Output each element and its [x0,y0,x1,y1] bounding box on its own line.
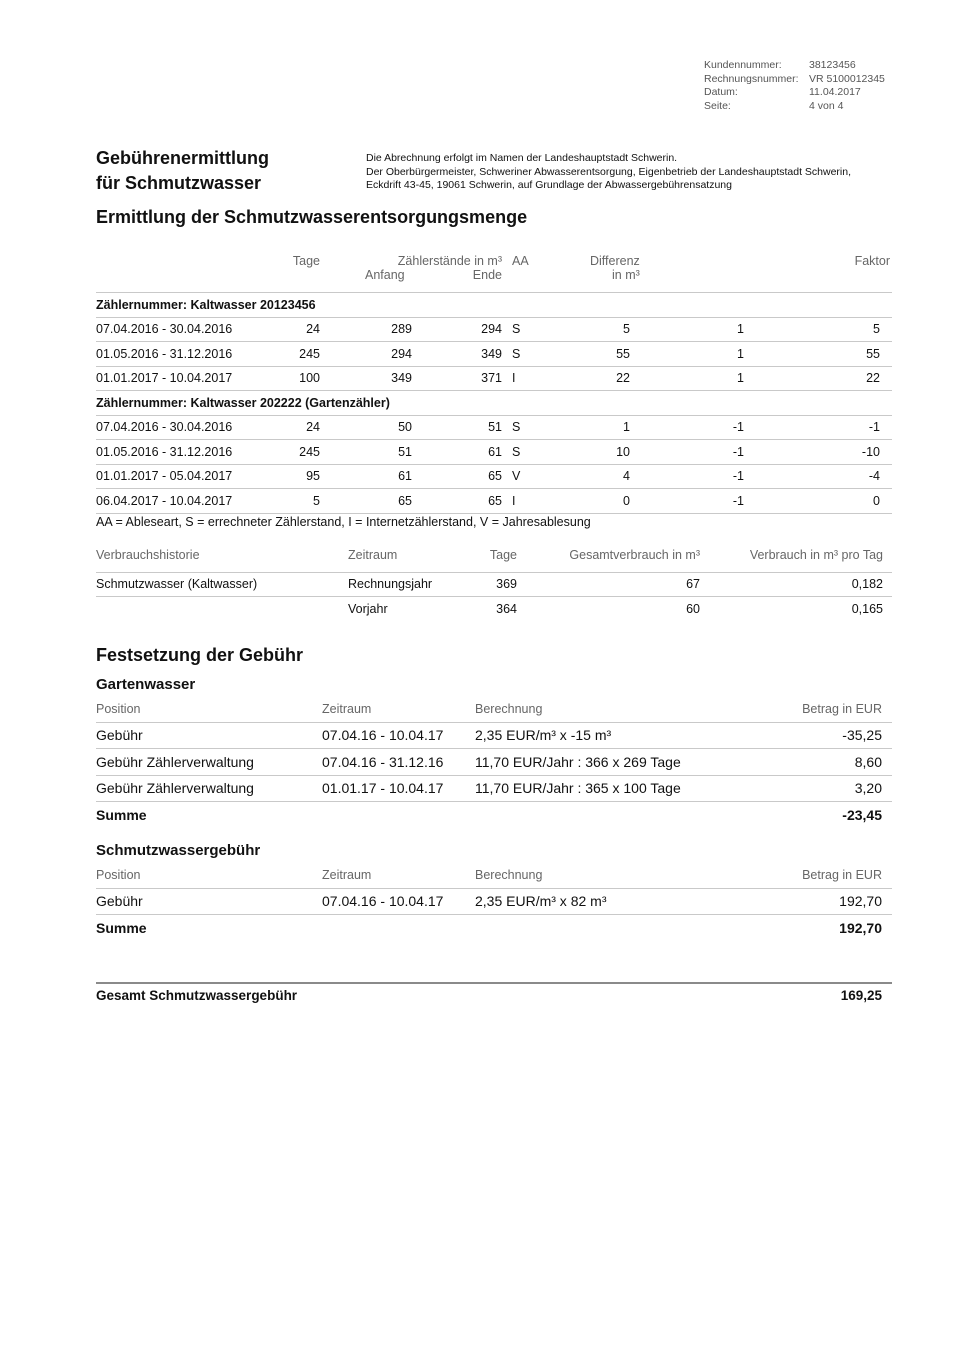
aa-cell: I [502,489,562,514]
schmutz-table [96,862,892,941]
spacer-cell [880,317,892,342]
history-header [96,548,892,572]
intro-line: Der Oberbürgermeister, Schweriner Abwasserentsorgung, Eigenbetrieb der Landeshauptstadt Schwerin, [366,165,852,178]
differenz-cell: 4 [562,464,630,489]
total-label: Gesamt Schmutzwassergebühr [96,988,298,1003]
history-period-cell: Rechnungsjahr [348,572,460,597]
history-col: Gesamtverbrauch in m³ [517,548,700,572]
col-aa: AA [512,254,529,268]
section-heading-fee: Festsetzung der Gebühr [96,645,304,665]
anfang-cell: 61 [320,464,412,489]
ende-cell: 349 [412,342,502,367]
spacer-cell [880,464,892,489]
meta-value: 38123456 [809,59,856,71]
aa-cell: S [502,342,562,367]
fee-col: Zeitraum [322,862,475,888]
spacer-cell [880,342,892,367]
col-anfang: Anfang [365,268,405,282]
meta-label: Rechnungsnummer: [704,72,799,85]
history-tage-cell: 364 [496,601,517,616]
anfang-cell: 50 [320,415,412,440]
meta-value: VR 5100012345 [809,72,885,85]
intro-text [366,152,851,193]
total-value: 169,25 [840,988,882,1003]
faktor-cell: -1 [630,440,744,465]
zeitraum-cell: 07.04.16 - 10.04.17 [322,722,475,749]
section-heading-quantity: Ermittlung der Schmutzwasserentsorgungsmenge [96,207,528,227]
differenz-cell: 22 [562,366,630,391]
verbrauch-cell: -1 [744,415,880,440]
meter-number-2: Zählernummer: Kaltwasser 202222 (Gartenzähler) [96,391,892,416]
betrag-cell: 192,70 [795,888,882,915]
differenz-cell: 10 [562,440,630,465]
faktor-cell: 1 [630,342,744,367]
garten-table [96,696,892,828]
spacer-cell [883,572,892,597]
history-table [96,548,892,621]
history-row [96,597,892,621]
faktor-cell: -1 [630,464,744,489]
period-cell: 01.01.2017 - 05.04.2017 [96,464,246,489]
anfang-cell: 65 [320,489,412,514]
spacer-cell [880,440,892,465]
betrag-cell: 8,60 [795,749,882,776]
intro-line: Die Abrechnung erfolgt im Namen der Landeshauptstadt Schwerin. [366,152,678,164]
meta-label: Seite: [704,99,731,112]
page-title-line1: Gebührenermittlung [96,148,270,168]
faktor-cell: -1 [630,415,744,440]
page-title-line2: für Schmutzwasser [96,173,262,193]
schmutz-header [96,862,892,888]
faktor-cell: 1 [630,317,744,342]
period-cell: 07.04.2016 - 30.04.2016 [96,317,246,342]
period-cell: 07.04.2016 - 30.04.2016 [96,415,246,440]
fee-col: Position [96,696,322,722]
verbrauch-cell: -10 [744,440,880,465]
garten-heading: Gartenwasser [96,676,196,693]
anfang-cell: 349 [320,366,412,391]
meta-label: Kundennummer: [704,59,782,71]
history-col: Verbrauchshistorie [96,548,348,572]
aa-cell: V [502,464,562,489]
period-cell: 06.04.2017 - 10.04.2017 [96,489,246,514]
table-header [96,254,892,293]
history-perday-cell: 0,182 [700,572,883,597]
history-type-cell: Schmutzwasser (Kaltwasser) [96,572,348,597]
sum-value: 192,70 [839,919,882,936]
tage-cell: 5 [246,489,320,514]
period-cell: 01.05.2016 - 31.12.2016 [96,440,246,465]
history-perday-cell: 0,165 [851,601,883,616]
col-ende: Ende [472,268,502,282]
anfang-cell: 51 [320,440,412,465]
position-cell: Gebühr Zählerverwaltung [96,775,322,802]
fee-col: Betrag in EUR [795,696,882,722]
anfang-cell: 289 [320,317,412,342]
tage-cell: 245 [246,342,320,367]
page-title [96,146,269,196]
history-row [96,572,892,597]
sum-label: Summe [96,919,147,936]
table-row [96,464,892,489]
fee-col: Position [96,862,322,888]
col-tage: Tage [292,254,320,268]
table-row [96,366,892,391]
spacer-cell [883,597,892,621]
spacer-cell [882,888,892,915]
ende-cell: 51 [412,415,502,440]
table-row [96,342,892,367]
ende-cell: 371 [412,366,502,391]
differenz-cell: 55 [562,342,630,367]
schmutz-heading: Schmutzwassergebühr [96,842,261,859]
betrag-cell: -35,25 [795,722,882,749]
differenz-cell: 0 [562,489,630,514]
col-differenz: Differenz [590,254,640,268]
berechnung-cell: 2,35 EUR/m³ x -15 m³ [475,722,795,749]
history-type-cell [96,597,348,621]
spacer-cell [882,775,892,802]
tage-cell: 95 [246,464,320,489]
history-col: Zeitraum [348,548,460,572]
meter-group-row [96,391,892,416]
ende-cell: 65 [412,489,502,514]
betrag-cell: 3,20 [795,775,882,802]
verbrauch-cell: -4 [744,464,880,489]
anfang-cell: 294 [320,342,412,367]
aa-cell: S [502,317,562,342]
verbrauch-cell: 5 [744,317,880,342]
table-row [96,317,892,342]
position-cell: Gebühr Zählerverwaltung [96,749,322,776]
verbrauch-cell: 22 [744,366,880,391]
ende-cell: 294 [412,317,502,342]
col-differenz-unit: in m³ [612,268,640,282]
differenz-cell: 1 [562,415,630,440]
meter-group-row [96,293,892,318]
col-zaehlerstaende: Zählerstände in m³ [397,254,502,268]
fee-row [96,775,892,802]
meta-value: 4 von 4 [809,99,844,112]
fee-row [96,888,892,915]
fee-row [96,722,892,749]
history-col: Verbrauch in m³ pro Tag [700,548,883,572]
berechnung-cell: 11,70 EUR/Jahr : 365 x 100 Tage [475,775,795,802]
meter-number-1: Zählernummer: Kaltwasser 20123456 [96,293,892,318]
tage-cell: 245 [246,440,320,465]
berechnung-cell: 11,70 EUR/Jahr : 366 x 269 Tage [475,749,795,776]
spacer-cell [882,749,892,776]
fee-col: Zeitraum [322,696,475,722]
history-total-cell: 67 [517,572,700,597]
col-faktor: Faktor [854,254,890,268]
history-total-cell: 60 [686,601,700,616]
meta-label: Datum: [704,86,738,98]
period-cell: 01.05.2016 - 31.12.2016 [96,342,246,367]
fee-col: Berechnung [475,862,795,888]
verbrauch-cell: 0 [744,489,880,514]
aa-cell: I [502,366,562,391]
table-row [96,489,892,514]
ende-cell: 65 [412,464,502,489]
faktor-cell: -1 [630,489,744,514]
meta-value: 11.04.2017 [809,86,861,98]
history-col: Tage [460,548,517,572]
spacer-cell [880,415,892,440]
berechnung-cell: 2,35 EUR/m³ x 82 m³ [475,888,795,915]
meter-readings-table [96,254,892,514]
zeitraum-cell: 07.04.16 - 31.12.16 [322,749,475,776]
intro-line: Eckdrift 43-45, 19061 Schwerin, auf Grundlage der Abwassergebührensatzung [366,179,732,192]
fee-col: Berechnung [475,696,795,722]
legend-text: AA = Ableseart, S = errechneter Zählerstand, I = Internetzählerstand, V = Jahresablesung [96,515,591,529]
garten-sum-row [96,802,892,828]
spacer-cell [880,489,892,514]
position-cell: Gebühr [96,888,322,915]
fee-row [96,749,892,776]
differenz-cell: 5 [562,317,630,342]
total-divider [96,982,892,984]
spacer-cell [880,366,892,391]
spacer-cell [882,722,892,749]
history-tage-cell: 369 [460,572,517,597]
aa-cell: S [502,415,562,440]
garten-header [96,696,892,722]
verbrauch-cell: 55 [744,342,880,367]
period-cell: 01.01.2017 - 10.04.2017 [96,366,246,391]
sum-label: Summe [96,806,147,823]
zeitraum-cell: 01.01.17 - 10.04.17 [322,775,475,802]
ende-cell: 61 [412,440,502,465]
table-row [96,440,892,465]
table-row [96,415,892,440]
tage-cell: 100 [246,366,320,391]
position-cell: Gebühr [96,722,322,749]
history-period-cell: Vorjahr [348,601,388,616]
zeitraum-cell: 07.04.16 - 10.04.17 [322,888,475,915]
fee-col: Betrag in EUR [795,862,882,888]
tage-cell: 24 [246,415,320,440]
schmutz-sum-row [96,915,892,941]
sum-value: -23,45 [842,806,882,823]
invoice-meta [704,59,885,113]
aa-cell: S [502,440,562,465]
tage-cell: 24 [246,317,320,342]
faktor-cell: 1 [630,366,744,391]
